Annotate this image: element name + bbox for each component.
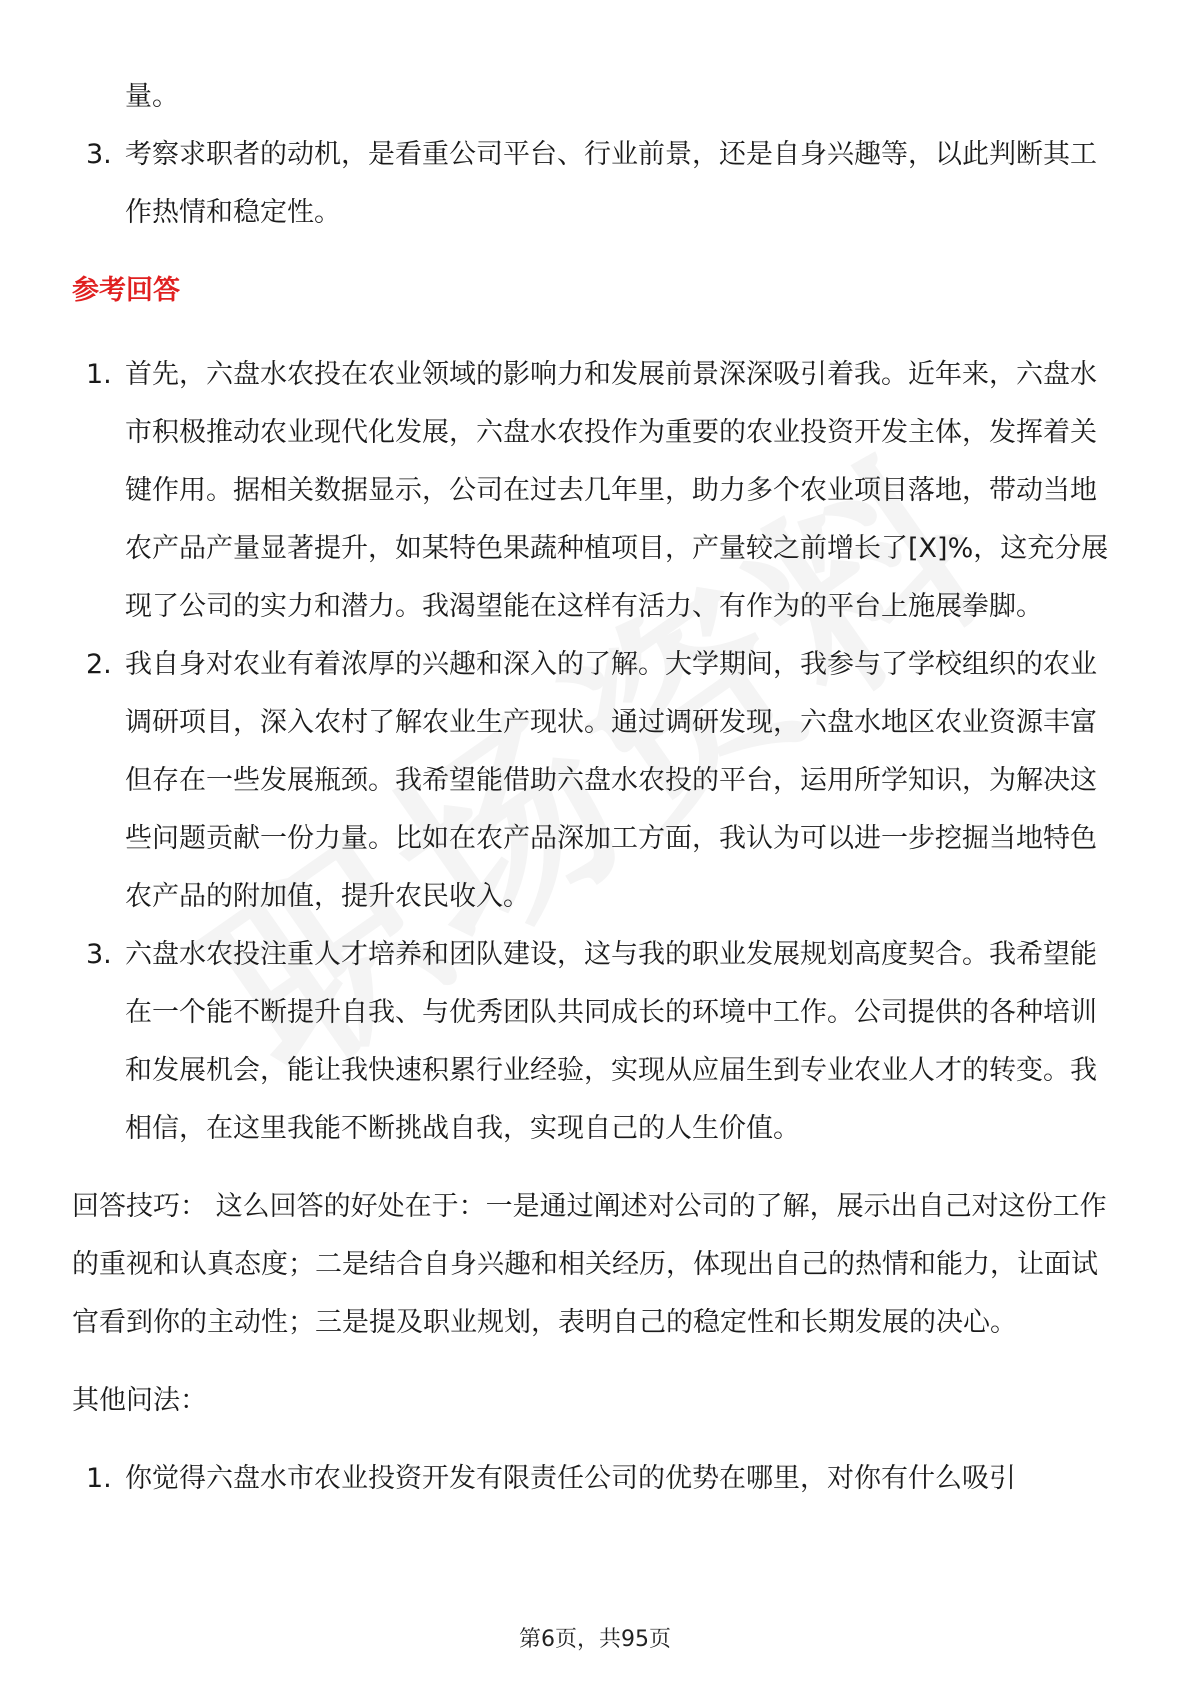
list-item-number: 1. bbox=[86, 359, 112, 390]
list-item bbox=[72, 1450, 1122, 1508]
list-item-number: 3. bbox=[86, 939, 112, 970]
answer-tips-paragraph: 回答技巧： 这么回答的好处在于：一是通过阐述对公司的了解，展示出自己对这份工作的重视和认真态度；二是结合自身兴趣和相关经历，体现出自己的热情和能力，让面试官看到你的主动性；三是提及职业规划，表明自己的稳定性和长期发展的决心。 bbox=[72, 1191, 1107, 1338]
list-item-text: 首先，六盘水农投在农业领域的影响力和发展前景深深吸引着我。近年来，六盘水市积极推动农业现代化发展，六盘水农投作为重要的农业投资开发主体，发挥着关键作用。据相关数据显示，公司在过去几年里，助力多个农业项目落地，带动当地农产品产量显著提升，如某特色果蔬种植项目，产量较之前增长了[X]%，这充分展现了公司的实力和潜力。我渴望能在这样有活力、有作为的平台上施展拳脚。 bbox=[125, 359, 1109, 622]
other-questions-title: 其他问法： bbox=[72, 1385, 207, 1416]
list-item-text: 我自身对农业有着浓厚的兴趣和深入的了解。大学期间，我参与了学校组织的农业调研项目，深入农村了解农业生产现状。通过调研发现，六盘水地区农业资源丰富但存在一些发展瓶颈。我希望能借助六盘水农投的平台，运用所学知识，为解决这些问题贡献一份力量。比如在农产品深加工方面，我认为可以进一步挖掘当地特色农产品的附加值，提升农民收入。 bbox=[125, 649, 1097, 912]
page-footer: 第6页，共95页 bbox=[519, 1627, 671, 1652]
list-item bbox=[72, 126, 1122, 242]
list-item bbox=[72, 926, 1122, 1158]
list-item-text: 考察求职者的动机，是看重公司平台、行业前景，还是自身兴趣等，以此判断其工作热情和稳定性。 bbox=[125, 139, 1097, 228]
list-item-number: 3. bbox=[86, 139, 112, 170]
section-title-reference: 参考回答 bbox=[72, 275, 180, 306]
document-content bbox=[72, 68, 1122, 1508]
spacer bbox=[72, 1352, 1122, 1372]
intro-tail-line bbox=[72, 68, 1122, 126]
list-item-number: 2. bbox=[86, 649, 112, 680]
list-item bbox=[72, 636, 1122, 926]
intro-tail-text: 量。 bbox=[125, 81, 179, 112]
list-item-text: 你觉得六盘水市农业投资开发有限责任公司的优势在哪里，对你有什么吸引 bbox=[125, 1463, 1016, 1494]
list-item-text: 六盘水农投注重人才培养和团队建设，这与我的职业发展规划高度契合。我希望能在一个能不断提升自我、与优秀团队共同成长的环境中工作。公司提供的各种培训和发展机会，能让我快速积累行业经验，实现从应届生到专业农业人才的转变。我相信，在这里我能不断挑战自我，实现自己的人生价值。 bbox=[125, 939, 1097, 1144]
spacer bbox=[72, 1158, 1122, 1178]
list-item-number: 1. bbox=[86, 1463, 112, 1494]
spacer bbox=[72, 1430, 1122, 1450]
list-item bbox=[72, 346, 1122, 636]
